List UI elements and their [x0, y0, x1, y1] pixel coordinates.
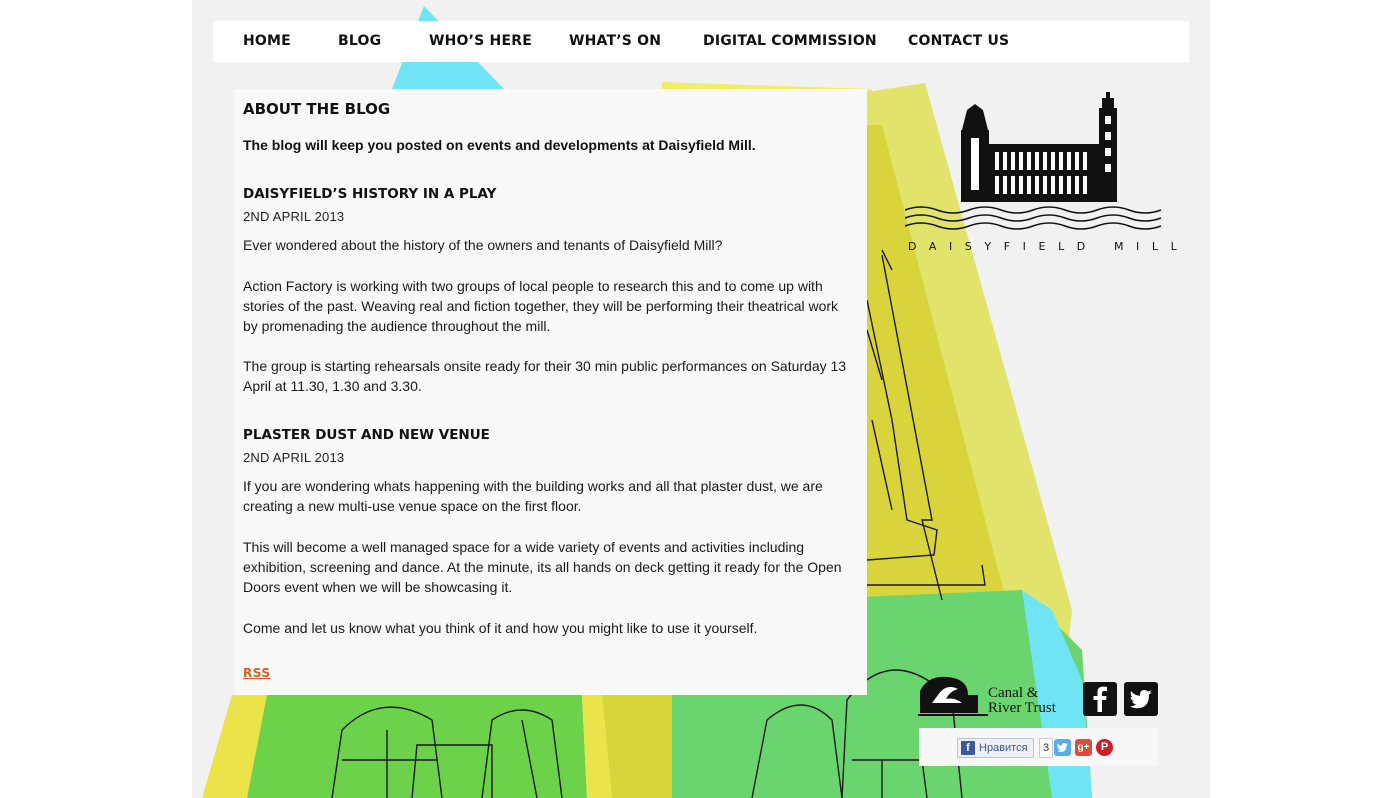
- post-paragraph: Ever wondered about the history of the owners and tenants of Daisyfield Mill?: [243, 237, 723, 253]
- nav-whats-on[interactable]: WHAT’S ON: [569, 33, 662, 49]
- rss-link[interactable]: RSS: [243, 666, 271, 680]
- partner-line-1: Canal &: [988, 685, 1039, 701]
- nav-digital-commission[interactable]: DIGITAL COMMISSION: [703, 33, 877, 49]
- like-count: 3: [1039, 738, 1053, 758]
- pinterest-share-icon[interactable]: P: [1096, 739, 1113, 756]
- post-paragraph: Come and let us know what you think of it and how you might like to use it yourself.: [243, 620, 758, 636]
- daisyfield-mill-logo[interactable]: [905, 90, 1190, 260]
- share-bar: [919, 728, 1158, 766]
- twitter-share-icon[interactable]: [1054, 739, 1071, 756]
- post-title[interactable]: PLASTER DUST AND NEW VENUE: [243, 427, 490, 443]
- post-paragraph: Action Factory is working with two groups of local people to research this and to come up with stories of the past. Weaving real and fiction together, they will be performing their theatrical work by promenading the audience throughout the mill.: [243, 278, 839, 334]
- facebook-icon[interactable]: [1083, 682, 1117, 716]
- nav-whos-here[interactable]: WHO’S HERE: [429, 33, 532, 49]
- facebook-like-button[interactable]: [957, 738, 1034, 758]
- twitter-icon[interactable]: [1124, 682, 1158, 716]
- post-date: 2ND APRIL 2013: [243, 450, 345, 465]
- nav-contact-us[interactable]: CONTACT US: [908, 33, 1010, 49]
- post-title[interactable]: DAISYFIELD’S HISTORY IN A PLAY: [243, 186, 497, 202]
- main-nav: [213, 21, 1189, 62]
- page: [192, 0, 1210, 798]
- about-heading: ABOUT THE BLOG: [243, 100, 391, 118]
- nav-home[interactable]: HOME: [243, 33, 291, 49]
- post-paragraph: If you are wondering whats happening with the building works and all that plaster dust, we are creating a new multi-use venue space on the first floor.: [243, 478, 823, 514]
- post-paragraph: The group is starting rehearsals onsite ready for their 30 min public performances on Saturday 13 April at 11.30, 1.30 and 3.30.: [243, 358, 847, 394]
- facebook-icon: f: [961, 741, 975, 755]
- canal-river-trust-logo[interactable]: [988, 686, 1056, 716]
- like-label: Нравится: [979, 742, 1028, 754]
- nav-blog[interactable]: BLOG: [338, 33, 382, 49]
- partner-line-2: River Trust: [988, 700, 1056, 716]
- post-date: 2ND APRIL 2013: [243, 209, 345, 224]
- about-intro: The blog will keep you posted on events and developments at Daisyfield Mill.: [243, 137, 756, 153]
- logo-wordmark: DAISYFIELD MILL: [908, 240, 1190, 253]
- post-paragraph: This will become a well managed space for a wide variety of events and activities including exhibition, screening and dance. At the minute, its all hands on deck getting it ready for the Open Doors event when we will be showcasing it.: [243, 539, 842, 595]
- google-plus-share-icon[interactable]: g+: [1075, 739, 1092, 756]
- blog-panel: [234, 89, 867, 695]
